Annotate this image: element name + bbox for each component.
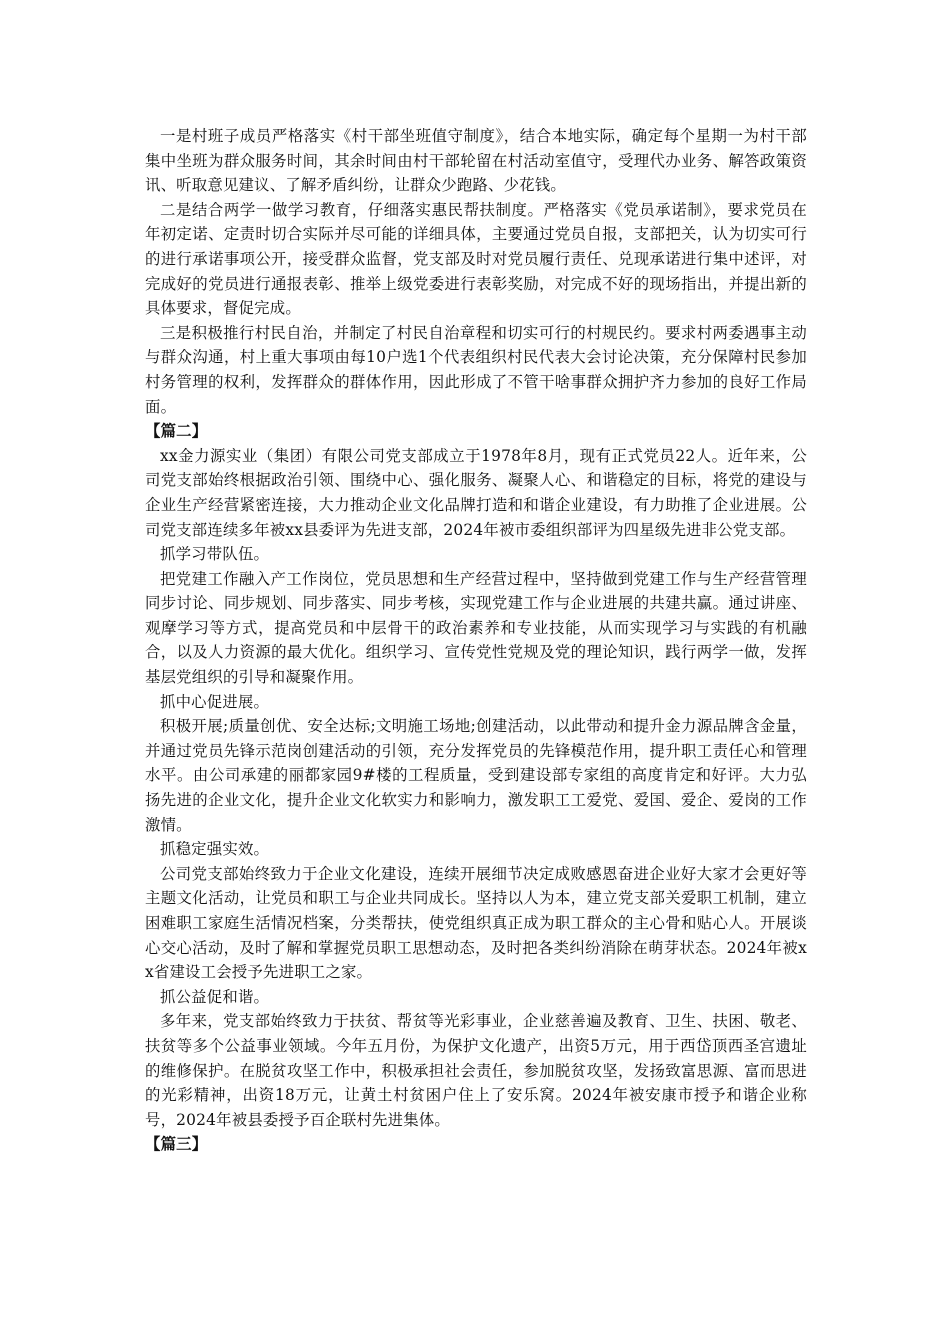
paragraph-village-duty: 一是村班子成员严格落实《村干部坐班值守制度》，结合本地实际，确定每个星期一为村干部集中坐班为群众服务时间，其余时间由村干部轮留在村活动室值守，受理代办业务、解答政策资讯、听取意见建议、了解矛盾纠纷，让群众少跑路、少花钱。 [145,127,807,195]
subheading-welfare: 抓公益促和谐。 [160,987,270,1006]
paragraph-study: 把党建工作融入产工作岗位，党员思想和生产经营过程中，坚持做到党建工作与生产经营管理同步讨论、同步规划、同步落实、同步考核，实现党建工作与企业进展的共建共赢。通过讲座、观摩学习等方式，提高党员和中层骨干的政治素养和专业技能，从而实现学习与实践的有机融合，以及人力资源的最大优化。组织学习、宣传党性党规及党的理论知识，践行两学一做，发挥基层党组织的引导和凝聚作用。 [145,569,807,687]
paragraph-center: 积极开展;质量创优、安全达标;文明施工场地;创建活动，以此带动和提升金力源品牌含金量，并通过党员先锋示范岗创建活动的引领，充分发挥党员的先锋模范作用，提升职工责任心和管理水平。由公司承建的丽都家园9#楼的工程质量，受到建设部专家组的高度肯定和好评。大力弘扬先进的企业文化，提升企业文化软实力和影响力，激发职工工爱党、爱国、爱企、爱岗的工作激情。 [145,717,807,834]
paragraph-party-commitment: 二是结合两学一做学习教育，仔细落实惠民帮扶制度。严格落实《党员承诺制》，要求党员在年初定诺、定责时切合实际并尽可能的详细具体，主要通过党员自报，支部把关，认为切实可行的进行承诺事项公开，接受群众监督，党支部及时对党员履行责任、兑现承诺进行集中述评，对完成好的党员进行通报表彰、推举上级党委进行表彰奖励，对完成不好的现场指出，并提出新的具体要求，督促完成。 [145,200,807,318]
paragraph-village-autonomy: 三是积极推行村民自治，并制定了村民自治章程和切实可行的村规民约。要求村两委遇事主动与群众沟通，村上重大事项由每10户选1个代表组织村民代表大会讨论决策，充分保障村民参加村务管理的权利，发挥群众的群体作用，因此形成了不管干啥事群众拥护齐力参加的良好工作局面。 [145,323,807,416]
section-heading-part-three: 【篇三】 [145,1135,208,1154]
subheading-study: 抓学习带队伍。 [160,545,270,564]
section-heading-part-two: 【篇二】 [145,422,208,441]
subheading-center: 抓中心促进展。 [160,692,270,711]
document-body [145,124,807,1157]
paragraph-company-intro: xx金力源实业（集团）有限公司党支部成立于1978年8月，现有正式党员22人。近年来，公司党支部始终根据政治引领、围绕中心、强化服务、凝聚人心、和谐稳定的目标，将党的建设与企业生产经营紧密连接，大力推动企业文化品牌打造和和谐企业建设，有力助推了企业进展。公司党支部连续多年被xx县委评为先进支部，2024年被市委组织部评为四星级先进非公党支部。 [145,446,807,539]
paragraph-stability: 公司党支部始终致力于企业文化建设，连续开展细节决定成败感恩奋进企业好大家才会更好等主题文化活动，让党员和职工与企业共同成长。坚持以人为本，建立党支部关爱职工机制，建立困难职工家庭生活情况档案，分类帮扶，使党组织真正成为职工群众的主心骨和贴心人。开展谈心交心活动，及时了解和掌握党员职工思想动态，及时把各类纠纷消除在萌芽状态。2024年被xx省建设工会授予先进职工之家。 [145,864,807,982]
paragraph-welfare: 多年来，党支部始终致力于扶贫、帮贫等光彩事业，企业慈善遍及教育、卫生、扶困、敬老、扶贫等多个公益事业领域。今年五月份，为保护文化遗产，出资5万元，用于西岱顶西圣宫遗址的维修保护。在脱贫攻坚工作中，积极承担社会责任，参加脱贫攻坚，发扬致富思源、富而思进的光彩精神，出资18万元，让黄土村贫困户住上了安乐窝。2024年被安康市授予和谐企业称号，2024年被县委授予百企联村先进集体。 [145,1012,807,1129]
subheading-stability: 抓稳定强实效。 [160,840,270,859]
